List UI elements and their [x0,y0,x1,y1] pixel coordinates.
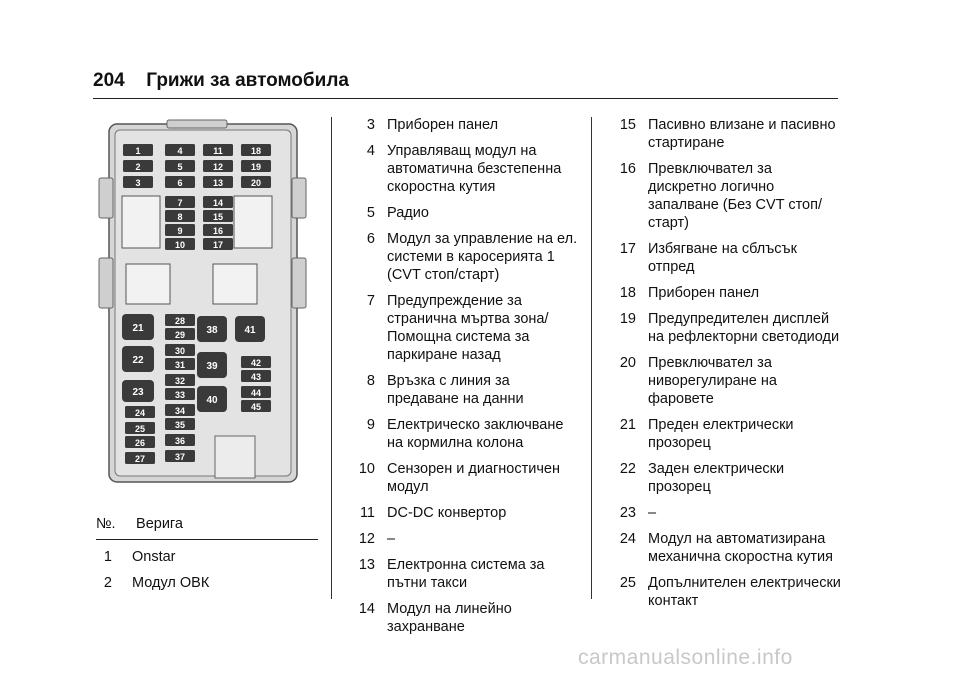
fuse-number: 20 [619,355,636,371]
fuse-label: 1 [135,146,141,156]
fuse-circuit: Превключвател за ниворегулиране на фаровете [648,355,777,407]
fuse-list-item [604,460,844,496]
fuse-circuit: Приборен панел [387,117,499,133]
fuse-circuit: Връзка с линия за предаване на данни [387,373,524,407]
column-divider [331,117,332,599]
fuse-label: 10 [174,240,186,250]
page-header [93,70,349,92]
left-clip-top [99,178,113,218]
fuse-number: 3 [366,117,375,133]
fuse-number: 6 [366,231,375,247]
fuse-list-item [604,160,844,232]
fuse-list-item [604,116,844,152]
fuse-list-item [343,416,581,452]
fuse-number: 24 [619,531,636,547]
fuse-list-item [604,504,844,522]
fuse-number: 22 [619,461,636,477]
fuse-number: 15 [619,117,636,133]
fuse-number: 10 [358,461,375,477]
fuse-circuit: Управляващ модул на автоматична безстепенна скоростна кутия [387,143,562,195]
fuse-label: 7 [177,198,183,208]
fuse-circuit: Електронна система за пътни такси [387,557,545,591]
fuse-number: 25 [619,575,636,591]
fuse-label: 17 [212,240,224,250]
fuse-circuit: Предупреждение за странична мъртва зона/ Помощна система за паркиране назад [387,293,549,363]
fuse-list-item [343,600,581,636]
fuse-number: 13 [358,557,375,573]
table-header-num: №. [96,516,116,532]
fuse-list-item [343,504,581,522]
fuse-list-item [604,354,844,408]
fuse-label: 24 [134,408,146,418]
fuse-number: 9 [366,417,375,433]
relay-right-mid [213,264,257,304]
fuse-circuit: Сензорен и диагностичен модул [387,461,560,495]
fuse-list-column-2 [343,116,581,644]
fuse-number: 17 [619,241,636,257]
fuse-circuit: Модул ОВК [132,575,210,591]
fuse-circuit: Модул на линейно захранване [387,601,512,635]
fuse-number: 12 [358,531,375,547]
fuse-number: 4 [366,143,375,159]
fuse-list-item [343,556,581,592]
fuse-label: 18 [250,146,262,156]
fuse-list-item [604,310,844,346]
fuse-number: 8 [366,373,375,389]
fuse-circuit: Избягване на сблъсък отпред [648,241,797,275]
fuse-label: 21 [132,323,144,334]
fuse-label: 28 [174,316,186,326]
fuse-label: 8 [177,212,183,222]
fuse-circuit: Предупредителен дисплей на рефлекторни светодиоди [648,311,840,345]
fuse-label: 37 [174,452,186,462]
fuse-label: 13 [212,178,224,188]
fuse-label: 45 [250,402,262,412]
fuse-list-item [604,240,844,276]
fuse-label: 39 [206,361,218,372]
fuse-label: 15 [212,212,224,222]
fuse-box-diagram [95,118,310,490]
table-header-rule [96,539,318,540]
fuse-circuit: Пасивно влизане и пасивно стартиране [648,117,836,151]
fuse-label: 12 [212,162,224,172]
fuse-circuit: – [387,531,396,547]
fuse-circuit: Превключвател за дискретно логично запалване (Без CVT стоп/ старт) [648,161,822,231]
fuse-list-item [343,372,581,408]
fuse-label: 41 [244,325,256,336]
fuse-list-column-1 [96,548,316,600]
fuse-list-item [343,530,581,548]
fuse-label: 31 [174,360,186,370]
fuse-label: 11 [213,146,223,156]
fuse-list-item [96,548,316,566]
fuse-label: 38 [206,325,218,336]
column-divider [591,117,592,599]
fuse-label: 43 [250,372,262,382]
fuse-label: 35 [174,420,186,430]
fuse-circuit: Заден електрически прозорец [648,461,785,495]
fuse-list-item [343,460,581,496]
fuse-circuit: Допълнителен електрически контакт [648,575,841,609]
fuse-number: 16 [619,161,636,177]
fuse-label: 14 [212,198,224,208]
fuse-label: 16 [212,226,224,236]
fuse-list-item [604,574,844,610]
fuse-circuit: – [648,505,657,521]
fuse-number: 18 [619,285,636,301]
fuse-number: 19 [619,311,636,327]
fuse-number: 21 [619,417,636,433]
fuse-label: 32 [174,376,186,386]
fuse-number: 1 [103,549,112,565]
fuse-circuit: Приборен панел [648,285,760,301]
fuse-list-item [604,416,844,452]
relay-right-top [234,196,272,248]
fuse-number: 5 [366,205,375,221]
fuse-label: 23 [132,387,144,398]
fuse-list-item [343,116,581,134]
fuse-circuit: Преден електрически прозорец [648,417,794,451]
fuse-list-item [604,284,844,302]
left-clip-mid [99,258,113,308]
fuse-circuit: Модул на автоматизирана механична скоростна кутия [648,531,833,565]
fuse-number: 23 [619,505,636,521]
page-title: Грижи за автомобила [146,70,349,91]
fuse-circuit: DC-DC конвертор [387,505,507,521]
fuse-label: 42 [250,358,262,368]
fuse-list-item [604,530,844,566]
watermark: carmanualsonline.info [578,646,793,669]
housing-top-clip [167,120,227,128]
fuse-label: 36 [174,436,186,446]
fuse-label: 6 [177,178,183,188]
fuse-list-item [343,204,581,222]
fuse-label: 30 [174,346,186,356]
table-header [96,516,318,532]
fuse-label: 4 [177,146,183,156]
fuse-label: 20 [250,178,262,188]
relay-left-mid [126,264,170,304]
fuse-label: 34 [174,406,186,416]
relay-left-top [122,196,160,248]
fuse-circuit: Модул за управление на ел. системи в каросерията 1 (CVT стоп/старт) [387,231,578,283]
fuse-label: 40 [206,395,218,406]
fuse-list-item [96,574,316,592]
fuse-label: 2 [135,162,141,172]
fuse-label: 25 [134,424,146,434]
fuse-circuit: Onstar [132,549,176,565]
fuse-label: 29 [174,330,186,340]
fuse-number: 14 [358,601,375,617]
fuse-circuit: Електрическо заключване на кормилна колона [387,417,564,451]
page-number: 204 [93,70,125,91]
fuse-label: 19 [250,162,262,172]
fuse-number: 2 [103,575,112,591]
fuse-list-item [343,230,581,284]
fuse-list-item [343,292,581,364]
fuse-list-item [343,142,581,196]
fuse-circuit: Радио [387,205,429,221]
fuse-label: 44 [250,388,262,398]
fuse-number: 7 [366,293,375,309]
fuse-list-column-3 [604,116,844,618]
fuse-label: 5 [177,162,183,172]
header-rule [93,98,838,99]
fuse-label: 27 [134,454,146,464]
fuse-label: 26 [134,438,146,448]
fuse-label: 33 [174,390,186,400]
table-header-label: Верига [136,516,183,532]
fuse-label: 3 [135,178,141,188]
right-clip-mid [292,258,306,308]
fuse-label: 9 [177,226,183,236]
fuse-label: 22 [132,355,144,366]
fuse-number: 11 [359,505,375,521]
right-clip-top [292,178,306,218]
bottom-connector [215,436,255,478]
